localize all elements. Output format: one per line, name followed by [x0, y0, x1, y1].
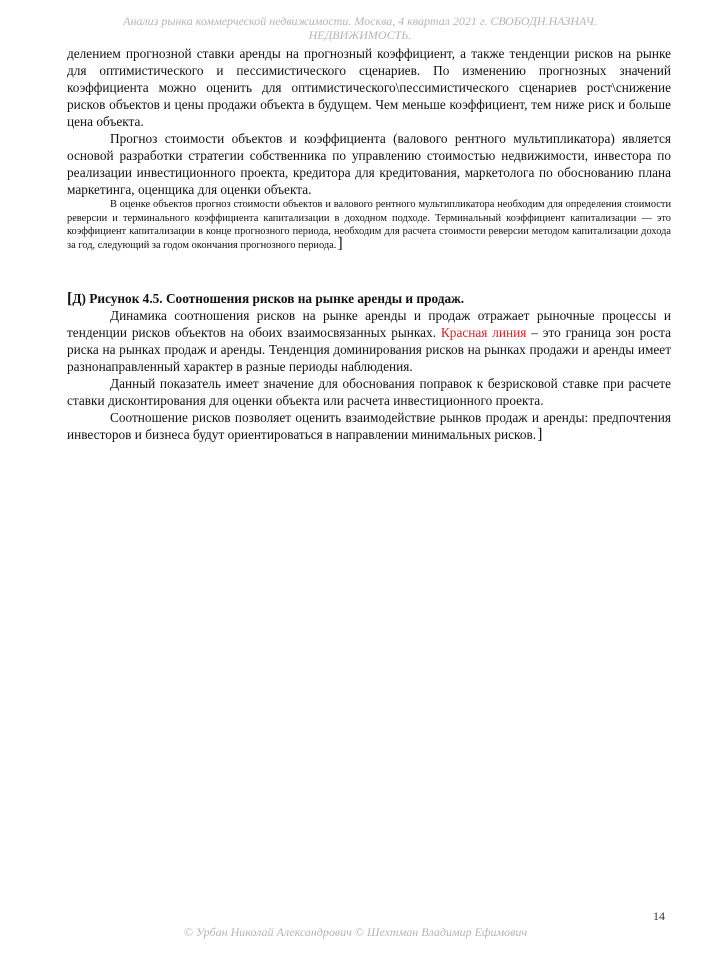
- red-line-term: Красная линия: [440, 325, 527, 341]
- paragraph-forecast: Прогноз стоимости объектов и коэффициента (валового рентного мультипликатора) является основой разработки стратегии собственника по управлению стоимостью недвижимости, инвестора по реализации инвестиционного проекта, кредитора для кредитования, маркетолога по обоснованию плана маркетинга, оценщика для оценки объекта.: [67, 131, 671, 197]
- footnote-text: В оценке объектов прогноз стоимости объектов и валового рентного мультипликатора необходим для определения стоимости реверсии и терминального коэффициента капитализации в доходном подходе. Терминальный коэффициент капитализации — это коэффициент капитализации в конце прогнозного периода, необходим для расчета стоимости реверсии методом капитализации дохода за год, следующий за годом окончания прогнозного периода.: [67, 199, 671, 251]
- page-body: [67, 45, 671, 443]
- dynamics-text-end: – это граница зон роста риска на рынках продаж и аренды. Тенденция доминирования рисков на рынках продажи и аренды имеет разнонаправленный характер в разные периоды наблюдения.: [67, 325, 672, 375]
- header-line-2: НЕДВИЖИМОСТЬ.: [308, 28, 412, 42]
- header-line-1: Анализ рынка коммерческой недвижимости. Москва, 4 квартал 2021 г. СВОБОДН.НАЗНАЧ.: [123, 14, 597, 28]
- bracket-close-marker: ]: [337, 234, 343, 252]
- page-header: [60, 14, 660, 42]
- page-number: 14: [653, 909, 665, 923]
- figure-heading-text: Д) Рисунок 4.5. Соотношения рисков на рынке аренды и продаж.: [72, 291, 465, 307]
- paragraph-risk-ratio: [67, 409, 671, 443]
- bracket-close-marker-2: ]: [537, 426, 543, 444]
- page-footer: © Урбан Николай Александрович © Шехтман Владимир Ефимович: [183, 925, 528, 939]
- dynamics-text-start: Динамика соотношения рисков на рынке аренды и продаж отражает рыночные процессы и тенденции рисков объектов на обоих взаимосвязанных рынках.: [67, 308, 671, 341]
- bracket-open-marker: [: [67, 290, 73, 308]
- paragraph-dynamics: [67, 307, 671, 375]
- paragraph-continuation: делением прогнозной ставки аренды на прогнозный коэффициент, а также тенденции рисков на рынке для оптимистического и пессимистического сценариев. По изменению прогнозных значений коэффициента можно оценить для оптимистического\пессимистического сценариев рост\снижение рисков объектов и цены продажи объекта в будущем. Чем меньше коэффициент, тем ниже риск и больше цена объекта.: [67, 46, 671, 129]
- paragraph-indicator: Данный показатель имеет значение для обоснования поправок к безрисковой ставке при расчете ставки дисконтирования для оценки объекта или расчета инвестиционного проекта.: [67, 376, 671, 409]
- figure-heading: [67, 290, 671, 307]
- footnote-note: [67, 198, 671, 252]
- risk-ratio-text: Соотношение рисков позволяет оценить взаимодействие рынков продаж и аренды: предпочтения инвесторов и бизнеса будут ориентироваться в направлении минимальных рисков.: [67, 410, 671, 443]
